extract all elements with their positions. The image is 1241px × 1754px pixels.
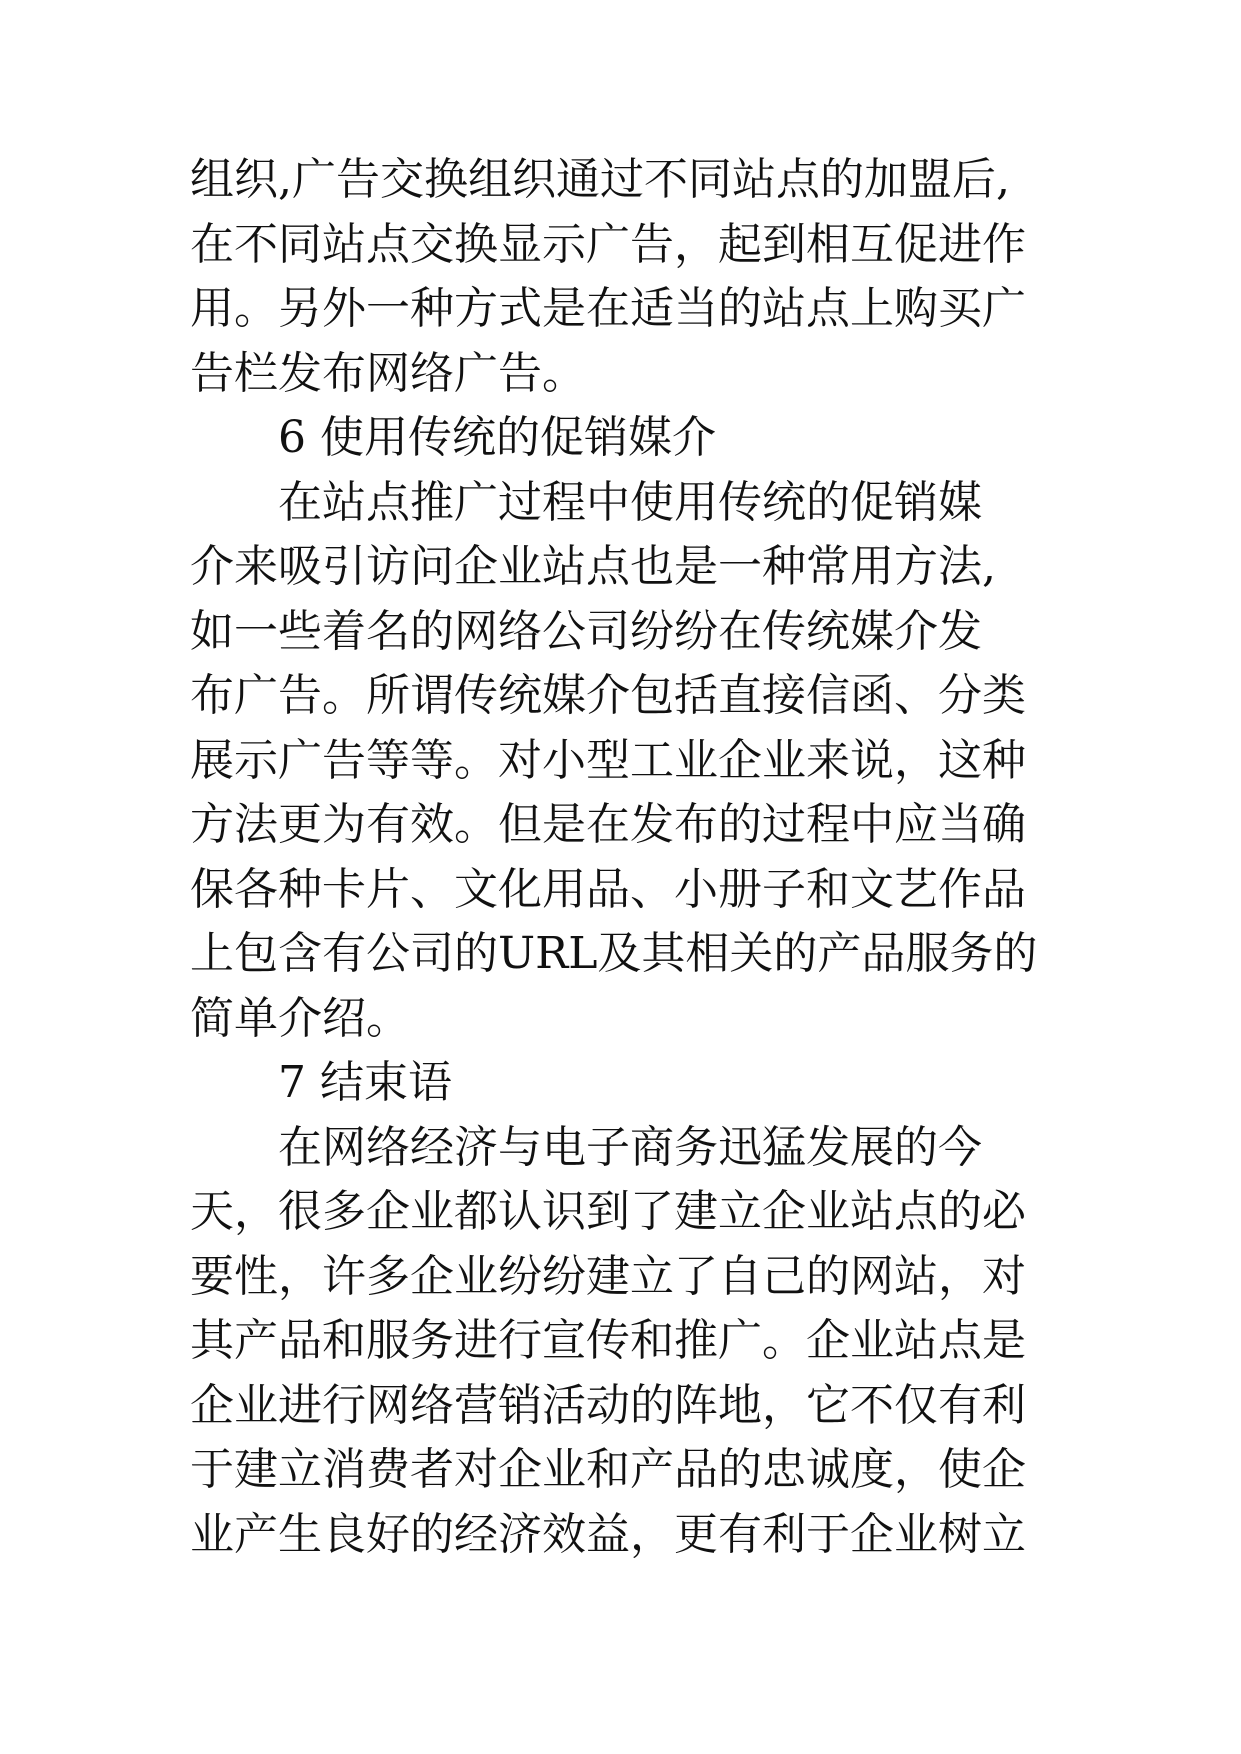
text-line-4: 告栏发布网络广告。 (190, 347, 586, 399)
text-line-3: 用。另外一种方式是在适当的站点上购买广 (190, 283, 1026, 334)
text-line-10: 展示广告等等。对小型工业企业来说，这种 (190, 734, 1026, 786)
text-line-14: 简单介绍。 (190, 992, 410, 1044)
text-line-21: 于建立消费者对企业和产品的忠诚度，使企 (190, 1444, 1026, 1495)
text-line-13: 上包含有公司的URL及其相关的产品服务的 (190, 928, 1038, 979)
text-line-18: 要性，许多企业纷纷建立了自己的网站，对 (190, 1250, 1026, 1302)
body-text (190, 148, 1110, 1567)
text-line-7: 介来吸引访问企业站点也是一种常用方法, (190, 541, 996, 592)
section-heading-6: 6 使用传统的促销媒介 (278, 412, 716, 463)
text-line-6: 在站点推广过程中使用传统的促销媒 (278, 476, 982, 528)
text-line-12: 保各种卡片、文化用品、小册子和文艺作品 (190, 863, 1026, 915)
text-line-9: 布广告。所谓传统媒介包括直接信函、分类 (190, 670, 1026, 721)
text-line-17: 天，很多企业都认识到了建立企业站点的必 (190, 1186, 1026, 1237)
text-line-19: 其产品和服务进行宣传和推广。企业站点是 (190, 1315, 1026, 1366)
section-heading-7: 7 结束语 (278, 1057, 452, 1108)
text-line-11: 方法更为有效。但是在发布的过程中应当确 (190, 799, 1026, 850)
text-line-22: 业产生良好的经济效益，更有利于企业树立 (190, 1508, 1026, 1560)
text-line-20: 企业进行网络营销活动的阵地，它不仅有利 (190, 1379, 1026, 1431)
text-line-8: 如一些着名的网络公司纷纷在传统媒介发 (190, 605, 982, 657)
text-line-2: 在不同站点交换显示广告，起到相互促进作 (190, 218, 1026, 270)
text-line-1: 组织,广告交换组织通过不同站点的加盟后, (190, 154, 1010, 205)
text-line-16: 在网络经济与电子商务迅猛发展的今 (278, 1121, 982, 1173)
